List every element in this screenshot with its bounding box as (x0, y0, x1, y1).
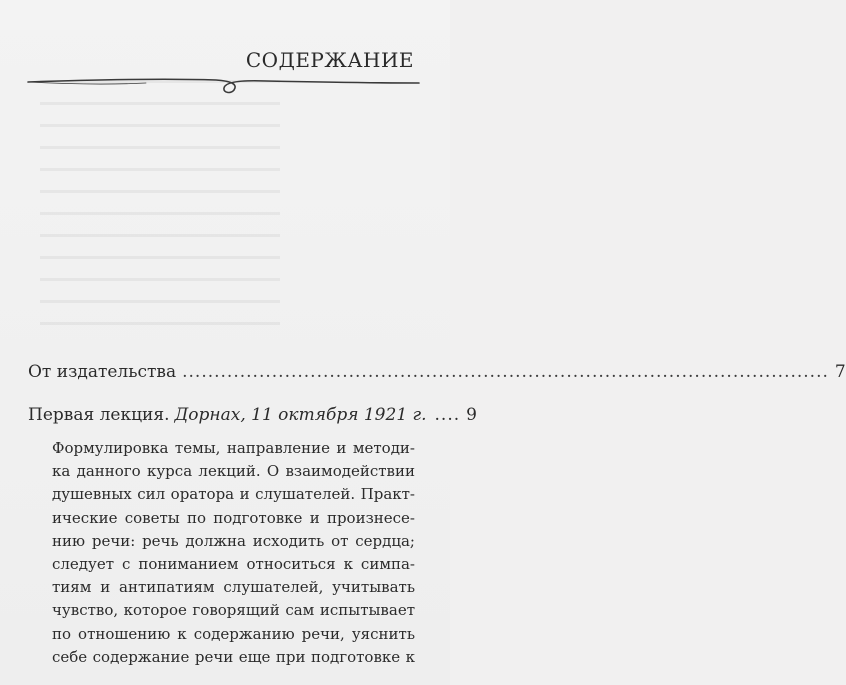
summary-line: ка данного курса лекций. О взаимодействии (52, 462, 415, 481)
summary-line: нию речи: речь должна исходить от сердца; (52, 531, 415, 550)
contents-heading: СОДЕРЖАНИЕ (245, 48, 414, 72)
toc-entry-publisher (28, 362, 846, 382)
summary-line: чувство, которое говорящий сам испытывает (52, 601, 415, 620)
lecture-summary (52, 437, 415, 669)
summary-line: себе содержание речи еще при подготовке к (52, 647, 415, 666)
summary-line: тиям и антипатиям слушателей, учитывать (52, 578, 415, 597)
toc-page-number: 9 (466, 405, 477, 425)
summary-line: по отношению к содержанию речи, уяснить (52, 624, 415, 643)
toc-entry-first-lecture (28, 405, 477, 425)
summary-line: Формулировка темы, направление и методи- (52, 439, 415, 457)
toc-entry-title: Первая лекция. (28, 405, 170, 425)
summary-line: душевных сил оратора и слушателей. Практ- (52, 485, 415, 504)
toc-leader-dots: .... (434, 405, 461, 425)
toc-entry-place-date: Дорнах, 11 октября 1921 г. (174, 405, 427, 425)
decorative-swash-ornament (26, 70, 421, 98)
toc-entry-title: От издательства (28, 362, 177, 382)
summary-line: следует с пониманием относиться к симпа- (52, 555, 415, 574)
toc-page-number: 7 (834, 362, 846, 382)
toc-leader-dots: ..................................................................................................... (182, 362, 829, 382)
summary-line: ические советы по подготовке и произнесе- (52, 508, 415, 527)
show-through-texture (40, 80, 280, 340)
